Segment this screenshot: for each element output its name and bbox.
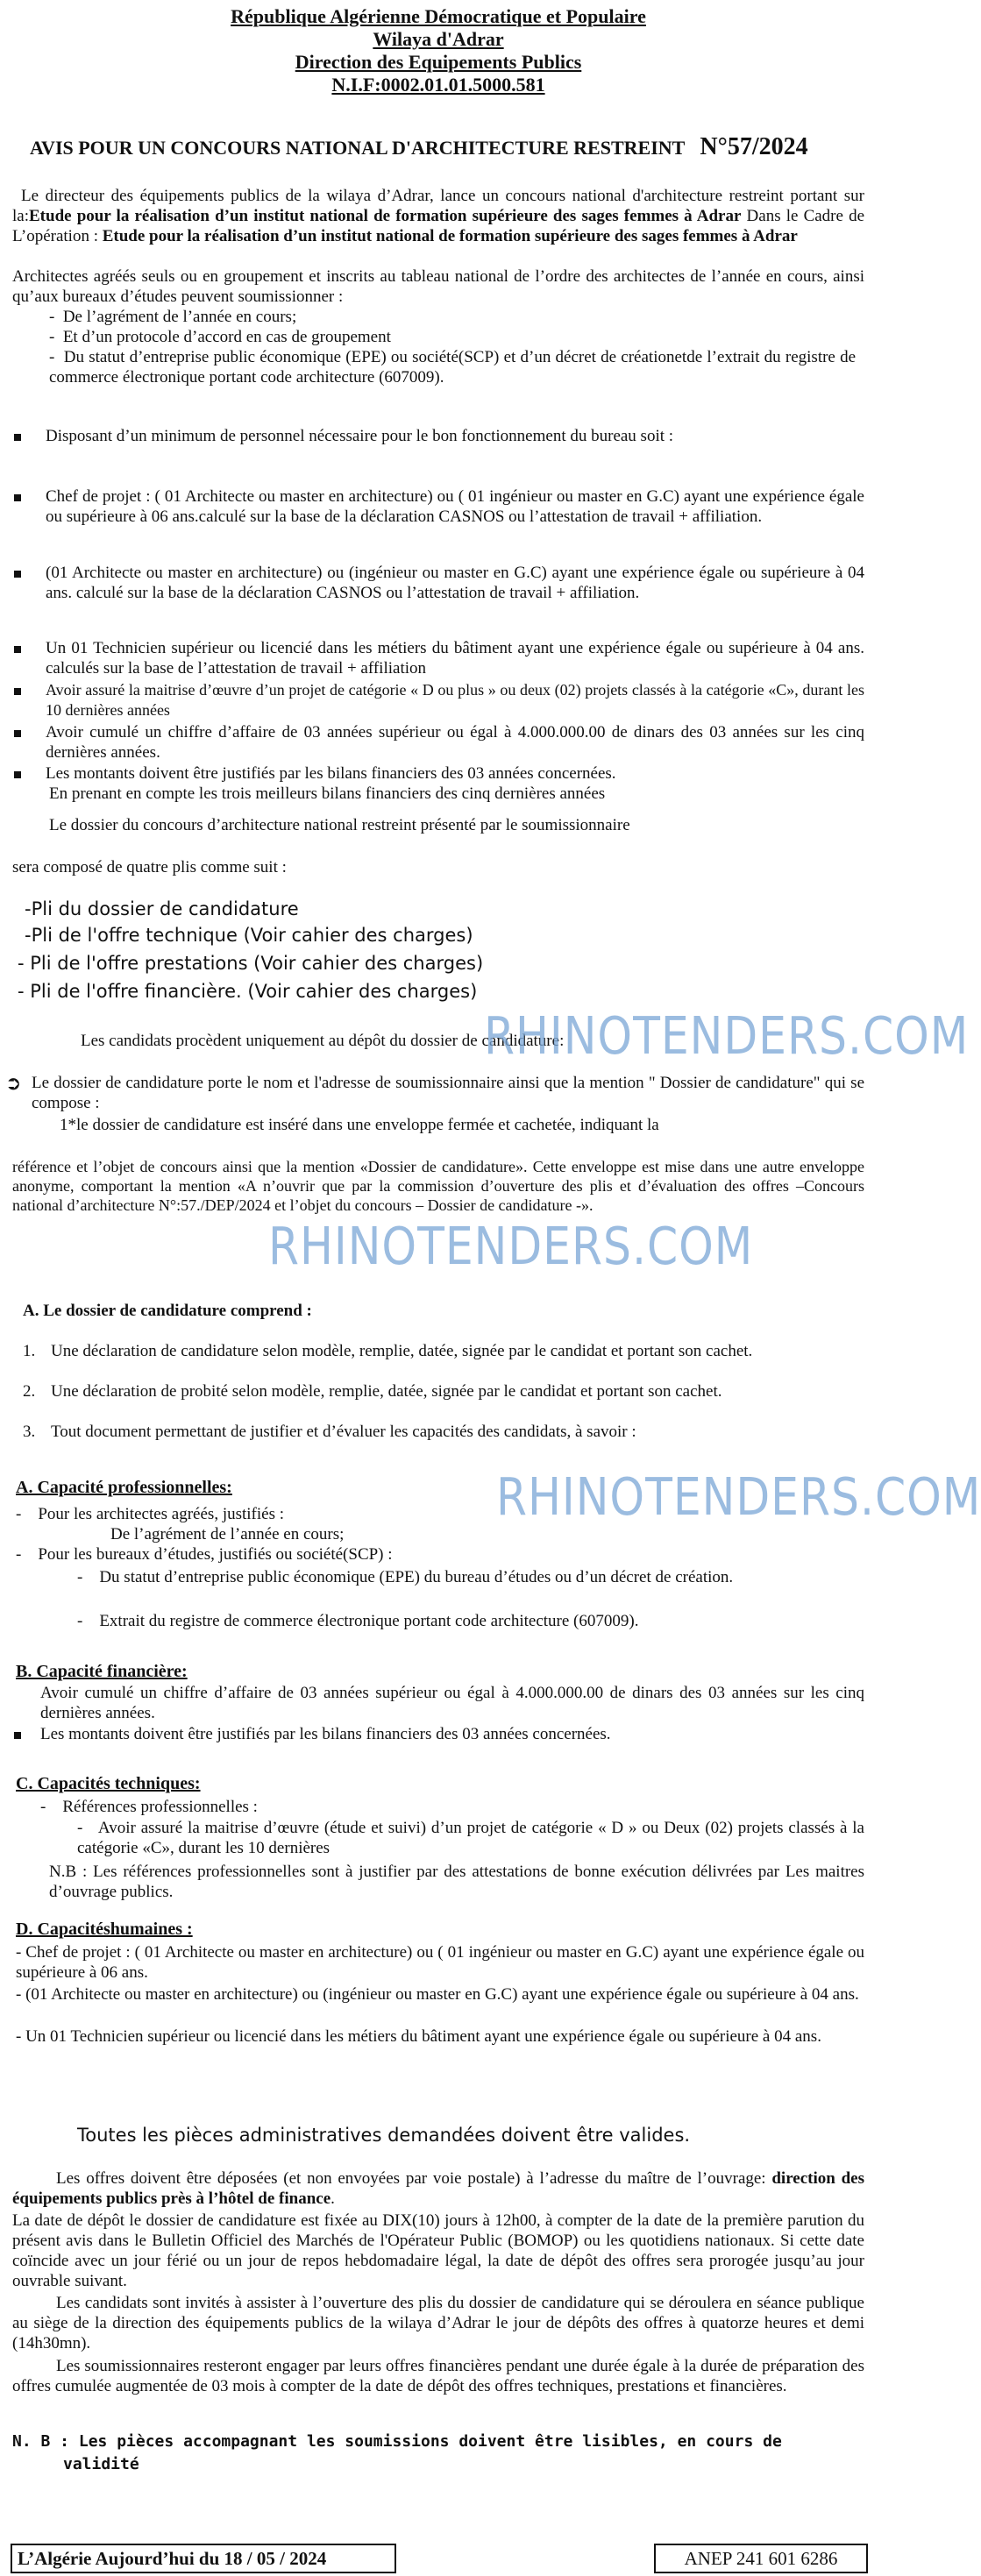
human-capacity-heading-text: D. Capacitéshumaines : (16, 1920, 193, 1939)
pli-services-offer: - Pli de l'offre prestations (Voir cahier des charges) (18, 953, 484, 974)
condition-amounts: Les montants doivent être justifiés par les bilans financiers des 03 années concernées. (46, 764, 616, 783)
bullet-square (14, 494, 21, 501)
bullet-square (14, 571, 21, 578)
probity-declaration-item: Une déclaration de probité selon modèle, remplie, datée, signée par le candidat et portant son cachet. (51, 1382, 722, 1401)
condition-architect: (01 Architecte ou master en architecture) ou (ingénieur ou master en G.C) ayant une expérience égale ou supérieure à 04 ans. calculé sur la base de la déclaration CASNOS ou l’attestation de travail + affiliation. (46, 564, 864, 602)
bullet-square (14, 434, 21, 441)
bullet-square (14, 1732, 21, 1739)
bullet-square (14, 646, 21, 653)
publication-date-box: L’Algérie Aujourd’hui du 18 / 05 / 2024 (11, 2544, 396, 2573)
human-architect-line: - (01 Architecte ou master en architecture) ou (ingénieur ou master en G.C) ayant une expérience égale ou supérieure à 04 ans. (16, 1985, 859, 2004)
dossier-composition-line1: Le dossier du concours d’architecture national restreint présenté par le soumissionnaire (49, 816, 630, 834)
technical-capacity-heading-text: C. Capacités techniques: (16, 1774, 201, 1793)
validity-period-paragraph: Les soumissionnaires resteront engager par leurs offres financières pendant une durée égale à la durée de préparation des offres cumulée augmentée de 03 mois à compter de la date de dépôt des offres techniques, prestations et financières. (12, 2357, 864, 2395)
candidature-declaration-item: Une déclaration de candidature selon modèle, remplie, datée, signée par le candidat et portant son cachet. (51, 1342, 753, 1360)
financial-justification-line: Les montants doivent être justifiés par les bilans financiers des 03 années concernées. (40, 1725, 611, 1743)
pli-technical-offer: -Pli de l'offre technique (Voir cahier des charges) (25, 925, 473, 946)
commerce-register-line: - Extrait du registre de commerce électronique portant code architecture (607009). (77, 1612, 639, 1630)
operation-label: Dans le Cadre de L’opération : (12, 207, 865, 245)
legibility-nb-continued: validité (63, 2455, 139, 2473)
anep-reference-box: ANEP 241 601 6286 (654, 2544, 868, 2573)
operation-object: Etude pour la réalisation d’un institut national de formation supérieure des sages femmes à Adrar (102, 227, 798, 245)
list-number: 2. (23, 1382, 36, 1401)
list-number: 1. (23, 1342, 36, 1360)
list-number: 3. (23, 1423, 36, 1441)
watermark: RHINOTENDERS.COM (496, 1467, 981, 1528)
project-management-line-text: Avoir assuré la maitrise d’œuvre (étude et suivi) d’un projet de catégorie « D » ou Deux (02) projets classés à la catégorie «C», durant les 10 dernières (77, 1819, 864, 1857)
eligibility-item-2-text: Et d’un protocole d’accord en cas de groupement (62, 328, 391, 346)
architects-line-text: Pour les architectes agréés, justifiés : (38, 1505, 285, 1523)
approval-line: De l’agrément de l’année en cours; (110, 1525, 345, 1543)
section-a-heading: A. Le dossier de candidature comprend : (23, 1302, 312, 1320)
notice-title-text: AVIS POUR UN CONCOURS NATIONAL D'ARCHITECTURE RESTREINT (30, 137, 685, 159)
financial-capacity-heading-text: B. Capacité financière: (16, 1662, 188, 1681)
issuer-header (0, 5, 877, 96)
wilaya-line: Wilaya d'Adrar (373, 28, 504, 50)
notice-title (30, 133, 854, 161)
dossier-composition-line2: sera composé de quatre plis comme suit : (12, 858, 287, 876)
professional-capacity-heading-text: A. Capacité professionnelles: (16, 1478, 232, 1497)
submission-address: direction des équipements publics près à l’hôtel de finance (12, 2169, 864, 2208)
technical-capacity-heading (16, 1774, 805, 1794)
intro-paragraph (12, 186, 864, 246)
republic-line: République Algérienne Démocratique et Populaire (231, 5, 646, 27)
eligibility-item-3-text: Du statut d’entreprise public économique (EPE) ou société(SCP) et d’un décret de créationetde l’extrait du registre de commerce électronique portant code architecture (607009). (49, 348, 857, 387)
technical-nb-line: N.B : Les références professionnelles sont à justifier par des attestations de bonne exécution délivrées par Les maitres d’ouvrage publics. (49, 1863, 864, 1901)
condition-references: Avoir assuré la maitrise d’œuvre d’un projet de catégorie « D ou plus » ou deux (02) projets classés à la catégorie «C», durant les 10 dernières années (46, 681, 864, 719)
nif-line: N.I.F:0002.01.01.5000.581 (331, 74, 545, 96)
professional-references-line-text: Références professionnelles : (62, 1798, 258, 1816)
capacity-documents-item: Tout document permettant de justifier et d’évaluer les capacités des candidats, à savoir : (51, 1423, 636, 1441)
condition-project-chief: Chef de projet : ( 01 Architecte ou master en architecture) ou ( 01 ingénieur ou master en G.C) ayant une expérience égale ou supérieure à 06 ans.calculé sur la base de la déclaration CASNOS ou l’attestation de travail + affiliation. (46, 487, 864, 526)
condition-personnel: Disposant d’un minimum de personnel nécessaire pour le bon fonctionnement du bureau soit : (46, 427, 674, 445)
financial-turnover-line: Avoir cumulé un chiffre d’affaire de 03 années supérieur ou égal à 4.000.000.00 de dinars des 03 années sur les cinq dernières années. (40, 1684, 864, 1722)
opening-session-paragraph: Les candidats sont invités à assister à l’ouverture des plis du dossier de candidature qui se déroulera en séance publique au siège de la direction des équipements publics de la wilaya d’Adrar le jour de dépôts des offres à quatorze heures et demi (14h30mn). (12, 2294, 864, 2352)
deposit-date-paragraph: La date de dépôt le dossier de candidature est fixée au DIX(10) jours à 12h00, à compter de la date de la première parution du présent avis dans le Bulletin Officiel des Marchés de l'Opérateur Public (BOMOP) ou les quotidiens nationaux. Si cette date coïncide avec un jour férié ou un jour de repos hebdomadaire légal, la date de dépôt des offres sera prorogée jusqu’au jour ouvrable suivant. (12, 2211, 864, 2290)
candidature-only-note: Les candidats procèdent uniquement au dépôt du dossier de candidature: (81, 1032, 565, 1050)
epe-statute-line-text: Du statut d’entreprise public économique (EPE) du bureau d’études ou d’un décret de création. (99, 1568, 734, 1586)
bullet-square (14, 688, 21, 695)
professional-references-line: - Références professionnelles : (40, 1798, 258, 1816)
human-capacity-heading (16, 1920, 805, 1940)
direction-line: Direction des Equipements Publics (295, 51, 582, 73)
intro-text: Le directeur des équipements publics de la wilaya d’Adrar, lance un concours national d'architecture restreint portant sur la: (12, 187, 864, 225)
condition-best-balances: En prenant en compte les trois meilleurs bilans financiers des cinq dernières années (49, 784, 606, 803)
submission-address-text: Les offres doivent être déposées (et non envoyées par voie postale) à l’adresse du maître de l’ouvrage: (56, 2169, 772, 2188)
architects-line: - Pour les architectes agréés, justifiés : (16, 1505, 285, 1523)
project-management-line: - Avoir assuré la maitrise d’œuvre (étude et suivi) d’un projet de catégorie « D » ou Deux (02) projets classés à la catégorie «C», durant les 10 dernières (77, 1819, 864, 1857)
study-object: Etude pour la réalisation d’un institut national de formation supérieure des sages femmes à Adrar (29, 207, 742, 225)
eligibility-item-1-text: De l’agrément de l’année en cours; (62, 308, 297, 326)
bullet-square (14, 771, 21, 778)
condition-technician: Un 01 Technicien supérieur ou licencié dans les métiers du bâtiment ayant une expérience égale ou supérieure à 04 ans. calculés sur la base de l’attestation de travail + affiliation (46, 639, 864, 678)
eligibility-item-3: - Du statut d’entreprise public économique (EPE) ou société(SCP) et d’un décret de créationetde l’extrait du registre de commerce électronique portant code architecture (607009). (49, 348, 857, 387)
financial-capacity-heading (16, 1662, 805, 1682)
pli-candidature: -Pli du dossier de candidature (25, 898, 299, 919)
eligibility-item-1: - De l’agrément de l’année en cours; (49, 308, 297, 326)
envelope-details: référence et l’objet de concours ainsi que la mention «Dossier de candidature». Cette enveloppe est mise dans une autre enveloppe anonyme, comportant la mention «A n’ouvrir que par la commission d’ouverture des plis et d’évaluation des offres –Concours national d’architecture N°:57./DEP/2024 et l’objet du concours – Dossier de candidature -». (12, 1158, 864, 1214)
pli-financial-offer: - Pli de l'offre financière. (Voir cahier des charges) (18, 981, 478, 1002)
eligibility-paragraph: Architectes agréés seuls ou en groupement et inscrits au tableau national de l’ordre des architectes de l’année en cours, ainsi qu’aux bureaux d’études peuvent soumissionner : (12, 267, 864, 306)
bullet-square (14, 730, 21, 737)
epe-statute-line: - Du statut d’entreprise public économique (EPE) du bureau d’études ou d’un décret de création. (77, 1568, 734, 1586)
dossier-mention: Le dossier de candidature porte le nom et l'adresse de soumissionnaire ainsi que la mention " Dossier de candidature" qui se compose : (32, 1074, 864, 1112)
notice-number: N°57/2024 (700, 133, 808, 160)
watermark: RHINOTENDERS.COM (484, 1006, 970, 1067)
submission-address-paragraph: Les offres doivent être déposées (et non envoyées par voie postale) à l’adresse du maître de l’ouvrage: direction des équipements publics près à l’hôtel de finance. (12, 2169, 864, 2208)
condition-turnover: Avoir cumulé un chiffre d’affaire de 03 années supérieur ou égal à 4.000.000.00 de dinars des 03 années sur les cinq dernières années. (46, 723, 864, 762)
watermark: RHINOTENDERS.COM (268, 1217, 754, 1277)
bureaux-line-text: Pour les bureaux d’études, justifiés ou société(SCP) : (38, 1545, 393, 1564)
human-technician-line: - Un 01 Technicien supérieur ou licencié dans les métiers du bâtiment ayant une expérience égale ou supérieure à 04 ans. (16, 2027, 821, 2046)
bureaux-line: - Pour les bureaux d’études, justifiés ou société(SCP) : (16, 1545, 393, 1564)
legibility-nb: N. B : Les pièces accompagnant les soumissions doivent être lisibles, en cours de (12, 2432, 782, 2451)
arrow-icon: ➲ (5, 1072, 22, 1094)
eligibility-item-2: - Et d’un protocole d’accord en cas de groupement (49, 328, 391, 346)
envelope-instruction: 1*le dossier de candidature est inséré dans une enveloppe fermée et cachetée, indiquant la (60, 1116, 659, 1134)
documents-valid-note: Toutes les pièces administratives demandées doivent être valides. (77, 2125, 691, 2146)
human-project-chief-line: - Chef de projet : ( 01 Architecte ou master en architecture) ou ( 01 ingénieur ou master en G.C) ayant une expérience égale ou supérieure à 06 ans. (16, 1943, 864, 1982)
commerce-register-line-text: Extrait du registre de commerce électronique portant code architecture (607009). (99, 1612, 639, 1630)
